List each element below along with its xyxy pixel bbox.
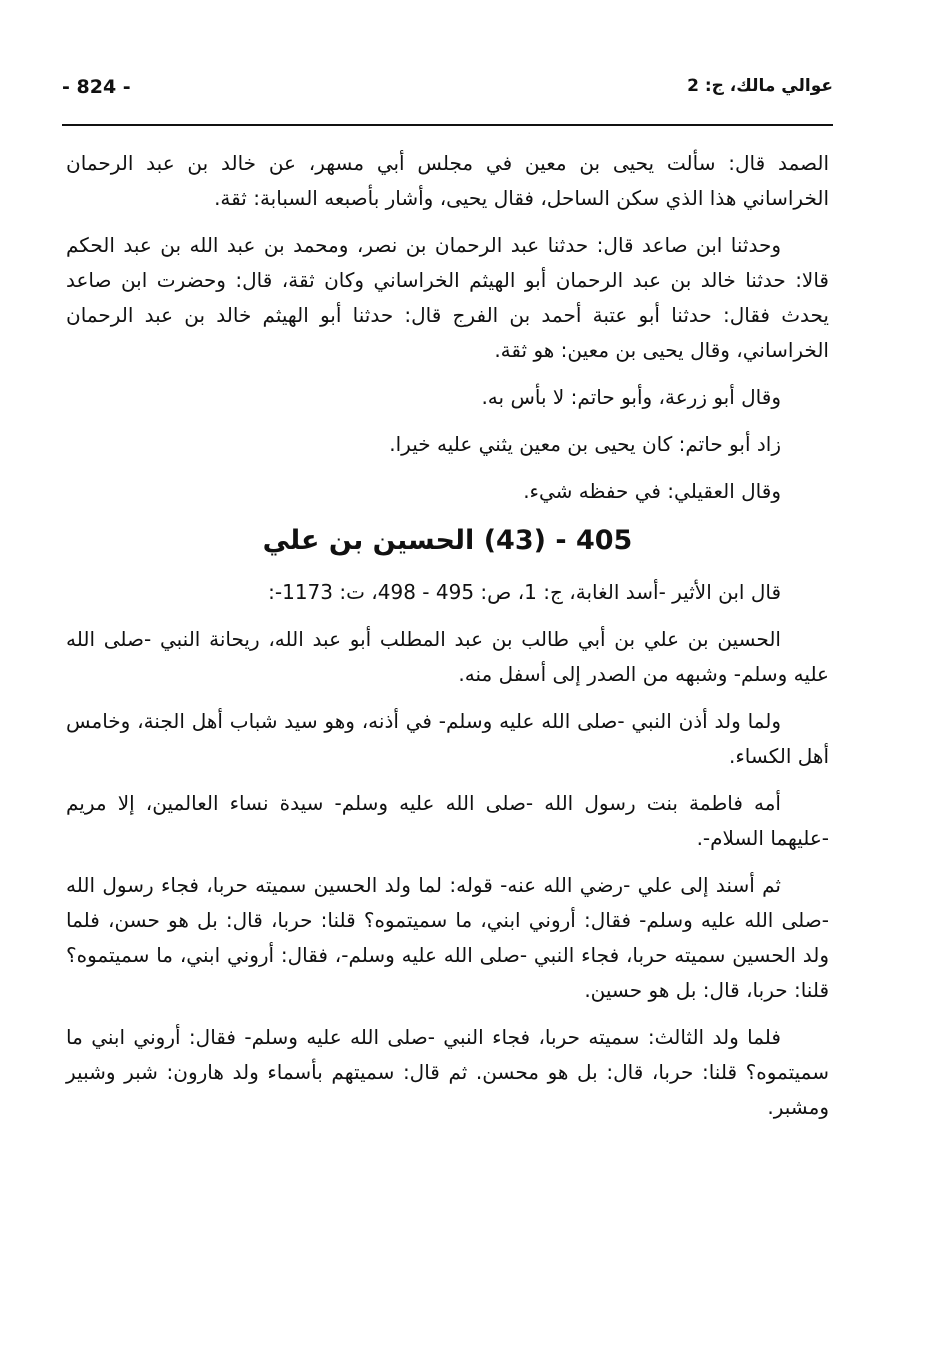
- page-number: - 824 -: [62, 76, 131, 98]
- header-rule: [62, 124, 833, 126]
- running-title: عوالي مالك، ج: 2: [687, 76, 833, 96]
- page-header: [62, 70, 833, 106]
- paragraph: وحدثنا ابن صاعد قال: حدثنا عبد الرحمان بن نصر، ومحمد بن عبد الله بن عبد الحكم قالا: حدثنا خالد بن عبد الرحمان أبو الهيثم الخراساني وكان ثقة، قال: وحضرت ابن صاعد يحدث فقال: حدثنا أبو عتبة أحمد بن الفرج قال: حدثنا أبو الهيثم خالد بن عبد الرحمان الخراساني، وقال يحيى بن معين: هو ثقة.: [66, 233, 829, 362]
- paragraph: وقال أبو زرعة، وأبو حاتم: لا بأس به.: [481, 385, 781, 409]
- paragraph: ولما ولد أذن النبي -صلى الله عليه وسلم- في أذنه، وهو سيد شباب أهل الجنة، وخامس أهل الكساء.: [66, 709, 829, 768]
- paragraph: زاد أبو حاتم: كان يحيى بن معين يثني عليه خيرا.: [389, 432, 781, 456]
- section-title: 405 - (43) الحسين بن علي: [262, 525, 633, 556]
- paragraph: ثم أسند إلى علي -رضي الله عنه- قوله: لما ولد الحسين سميته حربا، فجاء رسول الله -صلى الله عليه وسلم- فقال: أروني ابني، ما سميتموه؟ قلنا: حربا، قال: بل هو حسن، فلما ولد الحسين سميته حربا، فجاء النبي -صلى الله عليه وسلم-، فقال: أروني ابني، ما سميتموه؟ قلنا: حربا، قال: بل هو حسين.: [66, 873, 829, 1002]
- paragraph: وقال العقيلي: في حفظه شيء.: [523, 479, 781, 503]
- paragraph: أمه فاطمة بنت رسول الله -صلى الله عليه وسلم- سيدة نساء العالمين، إلا مريم -عليهما السلام-.: [66, 791, 829, 850]
- paragraph: فلما ولد الثالث: سميته حربا، فجاء النبي -صلى الله عليه وسلم- فقال: أروني ابني ما سميتموه؟ قلنا: حربا، قال: بل هو محسن. ثم قال: سميتهم بأسماء ولد هارون: شبر وشبير ومشبر.: [66, 1025, 829, 1119]
- paragraph: الحسين بن علي بن أبي طالب بن عبد المطلب أبو عبد الله، ريحانة النبي -صلى الله عليه وسلم- وشبهه من الصدر إلى أسفل منه.: [66, 627, 829, 686]
- paragraph: الصمد قال: سألت يحيى بن معين في مجلس أبي مسهر، عن خالد بن عبد الرحمان الخراساني هذا الذي سكن الساحل، فقال يحيى، وأشار بأصبعه السبابة: ثقة.: [66, 151, 829, 210]
- body-text: [66, 146, 829, 1137]
- paragraph: قال ابن الأثير -أسد الغابة، ج: 1، ص: 495 - 498، ت: 1173-:: [268, 580, 781, 604]
